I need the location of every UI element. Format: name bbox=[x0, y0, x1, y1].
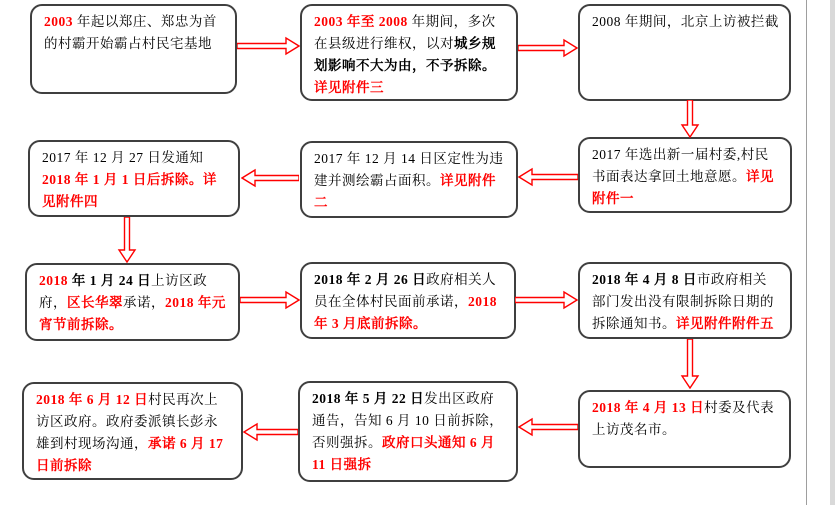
flowchart-node: 2008 年期间，北京上访被拦截 bbox=[578, 4, 791, 101]
flowchart-node: 2018 年 4 月 13 日村委及代表上访茂名市。 bbox=[578, 390, 791, 468]
flowchart-node: 2018 年 6 月 12 日村民再次上访区政府。政府委派镇长彭永雄到村现场沟通，承诺 6 月 17 日前拆除 bbox=[22, 382, 243, 480]
flow-arrow-left-icon bbox=[518, 417, 578, 437]
flow-arrow-right-icon bbox=[240, 290, 300, 310]
flow-arrow-left-icon bbox=[243, 422, 298, 442]
flowchart-node: 2017 年选出新一届村委,村民书面表达拿回土地意愿。详见附件一 bbox=[578, 137, 792, 213]
flowchart-node: 2018 年 5 月 22 日发出区政府通告，告知 6 月 10 日前拆除，否则强拆。政府口头通知 6 月 11 日强拆 bbox=[298, 381, 518, 482]
page-edge-divider bbox=[806, 0, 807, 505]
flowchart-node: 2003 年至 2008 年期间，多次在县级进行维权，以对城乡规划影响不大为由，不予拆除。详见附件三 bbox=[300, 4, 518, 101]
flowchart-node: 2003 年起以郑庄、郑忠为首的村霸开始霸占村民宅基地 bbox=[30, 4, 237, 94]
flow-arrow-down-icon bbox=[680, 339, 700, 389]
flow-arrow-left-icon bbox=[241, 168, 299, 188]
flowchart-node: 2018 年 2 月 26 日政府相关人员在全体村民面前承诺，2018 年 3 月底前拆除。 bbox=[300, 262, 516, 339]
flowchart-node: 2018 年 1 月 24 日上访区政府，区长华翠承诺，2018 年元宵节前拆除。 bbox=[25, 263, 240, 341]
flow-arrow-left-icon bbox=[518, 167, 578, 187]
flowchart-node: 2018 年 4 月 8 日市政府相关部门发出没有限制拆除日期的拆除通知书。详见附件附件五 bbox=[578, 262, 792, 339]
flow-arrow-right-icon bbox=[237, 36, 300, 56]
flow-arrow-right-icon bbox=[518, 38, 578, 58]
flowchart-node: 2017 年 12 月 14 日区定性为违建并测绘霸占面积。详见附件二 bbox=[300, 141, 518, 218]
page-edge-strip bbox=[830, 0, 835, 505]
flowchart-node: 2017 年 12 月 27 日发通知 2018 年 1 月 1 日后拆除。详见附件四 bbox=[28, 140, 240, 217]
flow-arrow-down-icon bbox=[117, 217, 137, 263]
flow-arrow-down-icon bbox=[680, 100, 700, 138]
flow-arrow-right-icon bbox=[515, 290, 578, 310]
